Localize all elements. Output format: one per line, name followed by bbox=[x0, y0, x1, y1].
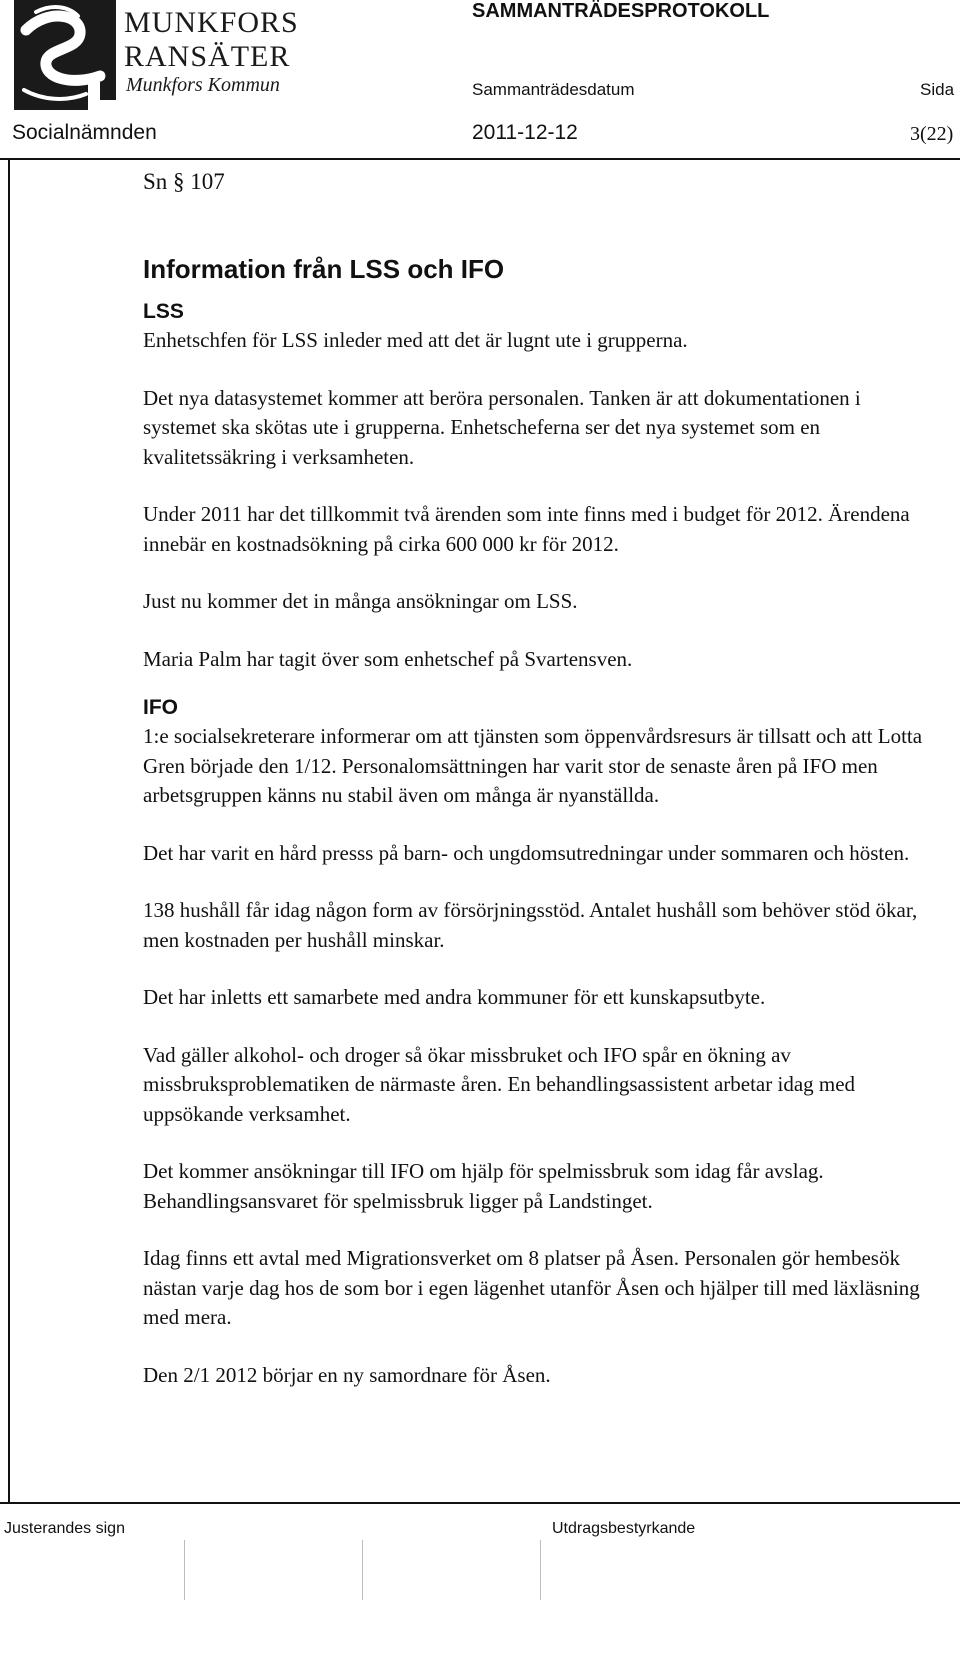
page-label: Sida bbox=[920, 80, 955, 99]
document-title: SAMMANTRÄDESPROTOKOLL bbox=[472, 0, 770, 22]
ifo-paragraph-2: Det har varit en hård presss på barn- och ungdomsutredningar under sommaren och hösten. bbox=[143, 840, 910, 865]
logo-tagline: Munkfors Kommun bbox=[126, 74, 280, 96]
lss-paragraph-1: Enhetschfen för LSS inleder med att det är lugnt ute i grupperna. bbox=[143, 328, 688, 352]
footer-rule bbox=[0, 1502, 960, 1504]
protocol-body bbox=[143, 166, 933, 1390]
meeting-date: 2011-12-12 bbox=[472, 121, 578, 144]
ifo-paragraph-7: Idag finns ett avtal med Migrationsverket om 8 platser på Åsen. Personalen gör hembesök nästan varje dag hos de som bor i egen lägenhet utanför Åsen och hjälper till med läxläsning med mera. bbox=[143, 1246, 920, 1329]
lss-paragraph-5: Maria Palm har tagit över som enhetschef på Svartensven. bbox=[143, 646, 633, 671]
lss-paragraph-4: Just nu kommer det in många ansökningar om LSS. bbox=[143, 589, 578, 613]
ifo-paragraph-8: Den 2/1 2012 börjar en ny samordnare för Åsen. bbox=[143, 1362, 551, 1387]
signature-divider bbox=[184, 1540, 185, 1600]
ifo-paragraph-5: Vad gäller alkohol- och droger så ökar missbruket och IFO spår en ökning av missbruksproblematiken de närmaste åren. En behandlingsassistent arbetar idag med uppsökande verksamhet. bbox=[143, 1042, 856, 1126]
ifo-paragraph-4: Det har inletts ett samarbete med andra kommuner för ett kunskapsutbyte. bbox=[143, 985, 766, 1009]
lss-paragraph-2: Det nya datasystemet kommer att beröra personalen. Tanken är att dokumentationen i systemet ska skötas ute i grupperna. Enhetscheferna ser det nya systemet som en kvalitetssäkring i verksamheten. bbox=[143, 385, 861, 469]
committee-name: Socialnämnden bbox=[12, 121, 157, 144]
extract-certification-label: Utdragsbestyrkande bbox=[552, 1520, 696, 1537]
lss-heading: LSS bbox=[143, 300, 184, 323]
logo-name-line2: RANSÄTER bbox=[124, 40, 291, 73]
lss-paragraph-3: Under 2011 har det tillkommit två ärenden som inte finns med i budget för 2012. Ärendena innebär en kostnadsökning på cirka 600 000 kr för 2012. bbox=[143, 502, 910, 556]
header-rule bbox=[0, 158, 960, 160]
page-number: 3(22) bbox=[910, 123, 954, 145]
signature-label: Justerandes sign bbox=[4, 1520, 125, 1537]
ifo-paragraph-3: 138 hushåll får idag någon form av försörjningsstöd. Antalet hushåll som behöver stöd ökar, men kostnaden per hushåll minskar. bbox=[143, 898, 918, 952]
ifo-paragraph-1: 1:e socialsekreterare informerar om att tjänsten som öppenvårdsresurs är tillsatt och att Lotta Gren började den 1/12. Personalomsättningen har varit stor de senaste åren på IFO men arbetsgruppen känns nu stabil även om många är nyanställda. bbox=[143, 724, 923, 807]
municipality-logo bbox=[8, 0, 308, 110]
signature-divider bbox=[540, 1540, 541, 1600]
signature-divider bbox=[362, 1540, 363, 1600]
ifo-heading: IFO bbox=[143, 696, 178, 719]
meeting-date-label: Sammanträdesdatum bbox=[472, 80, 635, 99]
section-heading: Information från LSS och IFO bbox=[143, 254, 505, 284]
ifo-paragraph-6: Det kommer ansökningar till IFO om hjälp för spelmissbruk som idag får avslag. Behandlingsansvaret för spelmissbruk ligger på Landstinget. bbox=[143, 1159, 824, 1213]
paragraph-number: Sn § 107 bbox=[143, 169, 225, 194]
left-margin-line bbox=[8, 160, 10, 1502]
logo-name-line1: MUNKFORS bbox=[124, 6, 299, 39]
